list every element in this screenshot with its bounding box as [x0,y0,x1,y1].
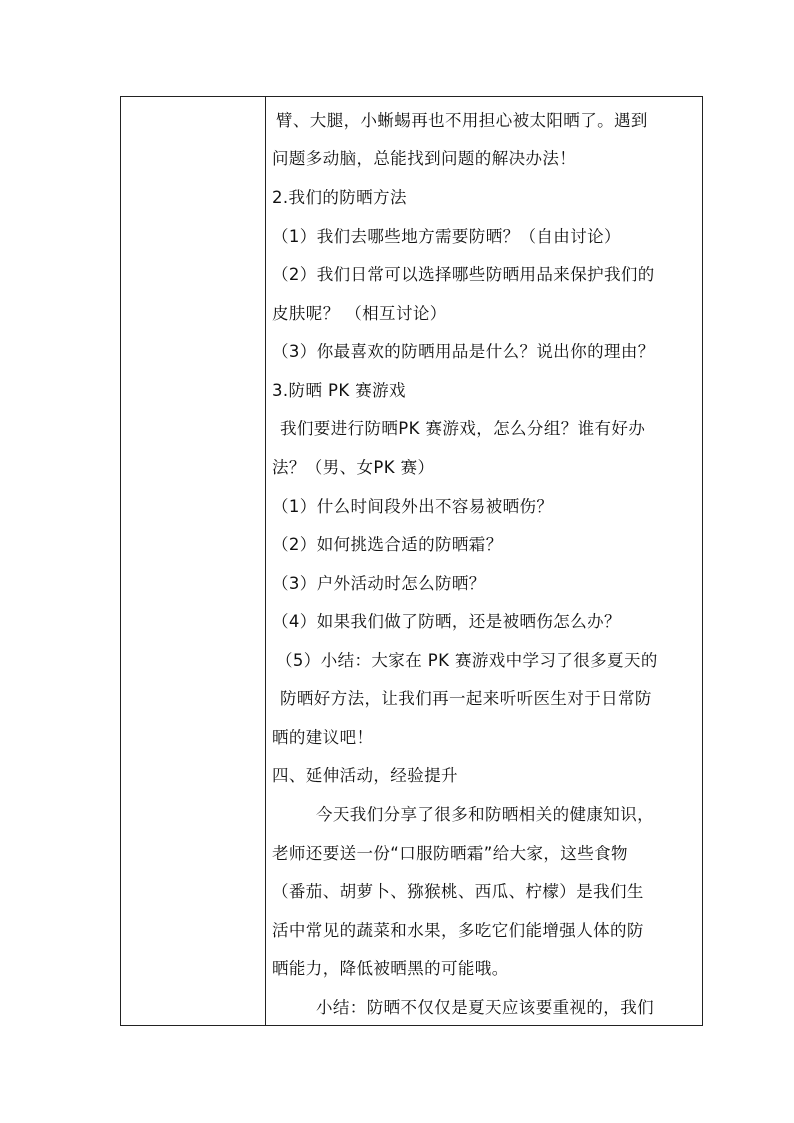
text-line: （2）如何挑选合适的防晒霜？ [272,535,503,554]
text-line: （2）我们日常可以选择哪些防晒用品来保护我们的 [272,265,655,284]
section-heading: 2.我们的防晒方法 [272,188,407,207]
text-line: 晒能力，降低被晒黑的可能哦。 [272,959,509,978]
text-line: 法？（男、女PK 赛） [272,458,435,477]
text-line: 晒的建议吧！ [272,728,374,747]
text-line: （3）你最喜欢的防晒用品是什么？说出你的理由？ [272,342,655,361]
section-heading: 3.防晒 PK 赛游戏 [272,381,406,400]
text-line: 小结：防晒不仅仅是夏天应该要重视的，我们 [316,998,654,1017]
text-line: 我们要进行防晒PK 赛游戏，怎么分组？谁有好办 [280,419,646,438]
text-line: 臂、大腿，小蜥蜴再也不用担心被太阳晒了。遇到 [276,111,648,130]
text-line: 问题多动脑，总能找到问题的解决办法！ [272,149,577,168]
lesson-table [120,96,703,1026]
text-line: （1）什么时间段外出不容易被晒伤？ [272,497,554,516]
text-line: （1）我们去哪些地方需要防晒？（自由讨论） [272,227,621,246]
text-line: 老师还要送一份“口服防晒霜”给大家，这些食物 [272,844,628,863]
text-line: 活中常见的蔬菜和水果，多吃它们能增强人体的防 [272,921,644,940]
text-line: 今天我们分享了很多和防晒相关的健康知识， [316,805,654,824]
table-left-column-cell [121,97,266,1025]
table-content-cell [266,97,702,1025]
text-line: 防晒好方法，让我们再一起来听听医生对于日常防 [280,689,652,708]
text-line: 皮肤呢？ （相互讨论） [272,304,447,323]
text-line: （3）户外活动时怎么防晒？ [272,574,486,593]
section-heading: 四、延伸活动，经验提升 [272,766,458,785]
text-line: （4）如果我们做了防晒，还是被晒伤怎么办？ [272,612,621,631]
text-line: （番茄、胡萝卜、猕猴桃、西瓜、柠檬）是我们生 [272,882,644,901]
text-line: （5）小结：大家在 PK 赛游戏中学习了很多夏天的 [276,651,658,670]
